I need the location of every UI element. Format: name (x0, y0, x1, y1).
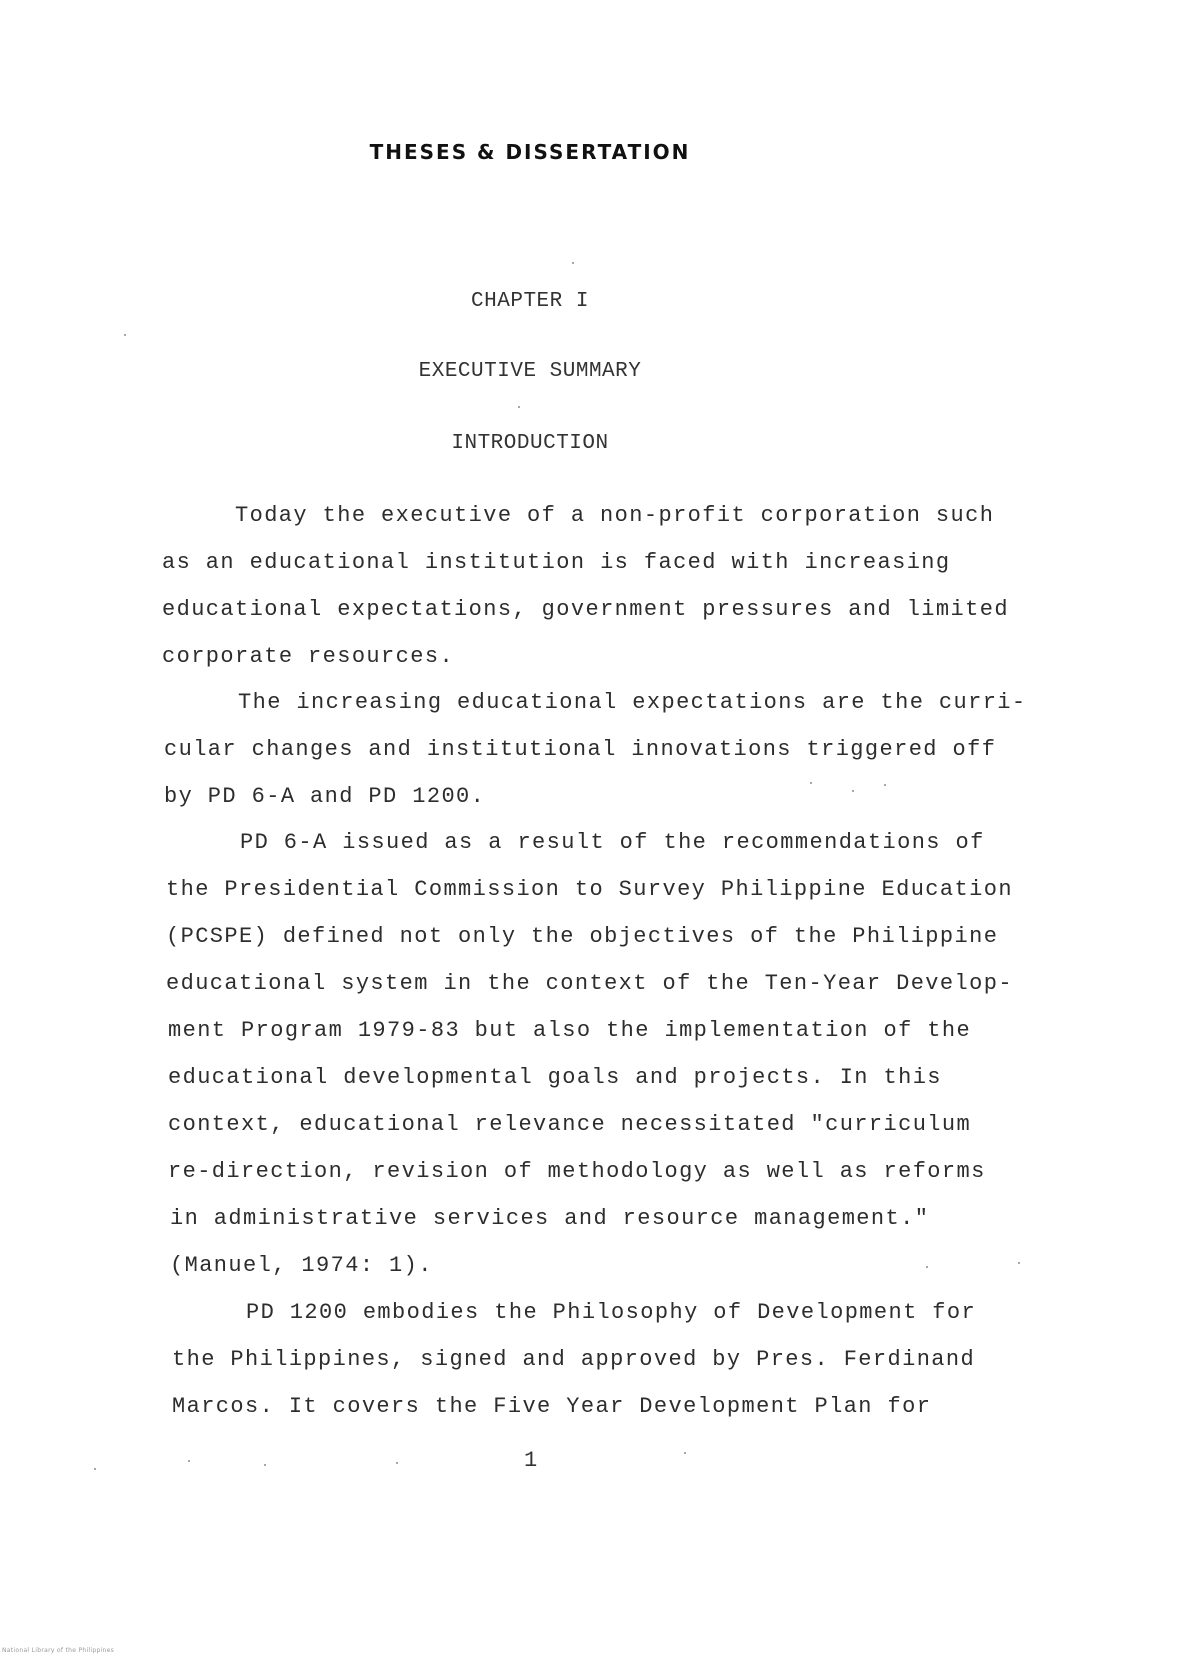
scan-speck (1018, 1262, 1020, 1264)
body-line: as an educational institution is faced with increasing (162, 550, 951, 575)
scan-footer: National Library of the Philippines (2, 1647, 115, 1654)
scan-speck (810, 782, 812, 784)
body-line: Today the executive of a non-profit corporation such (235, 503, 995, 528)
page-number: 1 (524, 1448, 538, 1473)
scan-speck (264, 1464, 266, 1466)
chapter-heading: CHAPTER I (471, 290, 589, 313)
body-line: in administrative services and resource management." (170, 1206, 930, 1231)
scan-speck (396, 1462, 398, 1464)
body-line: the Philippines, signed and approved by Pres. Ferdinand (172, 1347, 976, 1372)
scan-speck (684, 1452, 686, 1454)
body-line: by PD 6-A and PD 1200. (164, 784, 486, 809)
body-line: (PCSPE) defined not only the objectives of the Philippine (166, 924, 999, 949)
body-line: educational expectations, government pressures and limited (162, 597, 1009, 622)
body-line: (Manuel, 1974: 1). (170, 1253, 433, 1278)
theses-dissertation-stamp: THESES & DISSERTATION (369, 140, 691, 164)
scan-speck (926, 1266, 928, 1268)
body-line: Marcos. It covers the Five Year Development Plan for (172, 1394, 932, 1419)
body-line: cular changes and institutional innovations triggered off (164, 737, 997, 762)
body-line: corporate resources. (162, 644, 455, 669)
introduction-heading: INTRODUCTION (451, 432, 609, 455)
body-line: re-direction, revision of methodology as well as reforms (168, 1159, 986, 1184)
body-line: educational developmental goals and projects. In this (168, 1065, 942, 1090)
body-line: the Presidential Commission to Survey Philippine Education (166, 877, 1013, 902)
body-line: context, educational relevance necessitated "curriculum (168, 1112, 972, 1137)
scan-speck (518, 406, 520, 408)
body-line: PD 1200 embodies the Philosophy of Development for (246, 1300, 977, 1325)
body-line: educational system in the context of the Ten-Year Develop- (166, 971, 1013, 996)
scan-speck (572, 262, 574, 264)
executive-summary-heading: EXECUTIVE SUMMARY (418, 360, 642, 383)
body-line: PD 6-A issued as a result of the recommendations of (240, 830, 985, 855)
scan-speck (94, 1468, 96, 1470)
scan-speck (852, 790, 854, 792)
scan-speck (188, 1460, 190, 1462)
scan-speck (124, 334, 126, 336)
scan-speck (884, 784, 886, 786)
body-line: The increasing educational expectations are the curri- (238, 690, 1027, 715)
body-line: ment Program 1979-83 but also the implementation of the (168, 1018, 972, 1043)
